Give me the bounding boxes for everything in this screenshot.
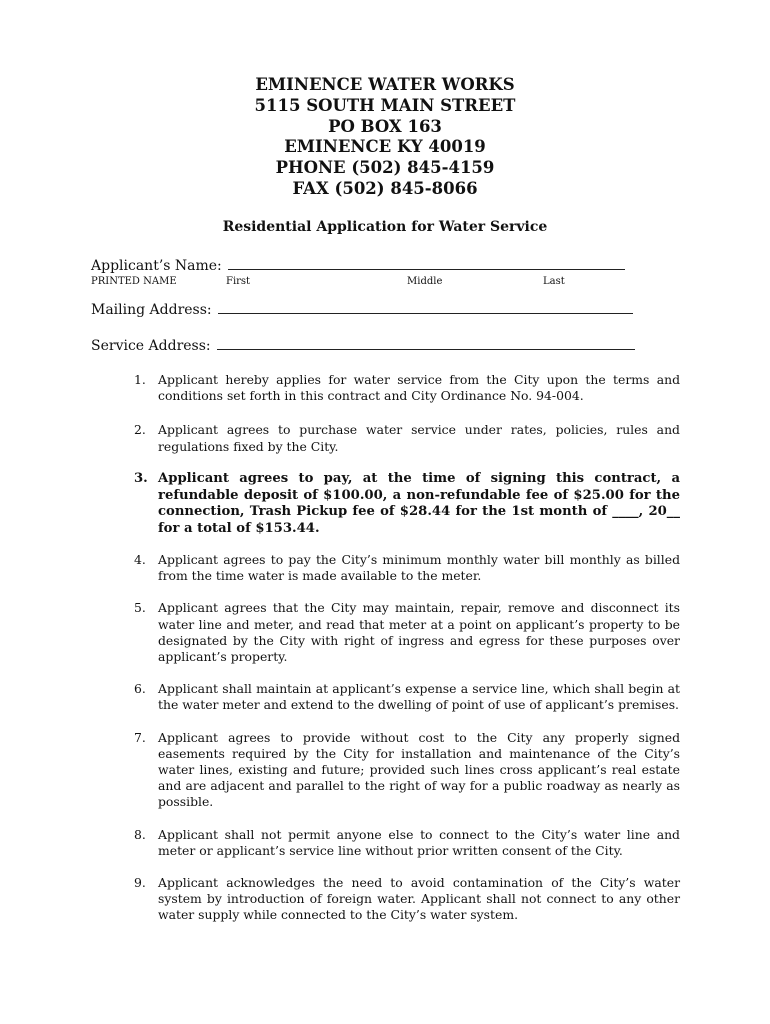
item-number: 7. (134, 729, 146, 745)
applicant-name-blank[interactable] (228, 257, 625, 270)
first-name-label: First (226, 276, 251, 287)
item-text: Applicant shall maintain at applicant’s expense a service line, which shall begin at the water meter and extend to the dwelling of point of use of applicant’s premises. (158, 681, 680, 713)
phone-number: PHONE (502) 845-4159 (275, 158, 495, 178)
name-sublabels (91, 276, 651, 290)
item-text: Applicant agrees to provide without cost to the City any properly signed easements required by the City for installation and maintenance of the City’s water lines, existing and future; provided such lines cross applicant’s real estate and are adjacent and parallel to the right of way for a public roadway as nearly as possible. (158, 729, 680, 810)
item-text: Applicant hereby applies for water service from the City upon the terms and conditions set forth in this contract and City Ordinance No. 94-004. (158, 372, 680, 404)
list-item (134, 422, 680, 454)
item-number: 9. (134, 875, 146, 891)
item-number: 3. (134, 470, 148, 486)
item-number: 1. (134, 372, 146, 387)
fax-number: FAX (502) 845-8066 (292, 178, 478, 198)
list-item (134, 552, 680, 584)
item-number: 2. (134, 422, 146, 438)
item-number: 5. (134, 600, 146, 616)
po-box: PO BOX 163 (328, 116, 442, 136)
item-text: Applicant agrees to pay the City’s minimum monthly water bill monthly as billed from the time water is made available to the meter. (158, 552, 680, 584)
item-number: 8. (134, 826, 146, 842)
list-item (134, 730, 680, 811)
list-item (134, 827, 680, 859)
terms-list (134, 372, 680, 924)
city-state-zip: EMINENCE KY 40019 (284, 137, 486, 157)
item-number: 6. (134, 681, 146, 697)
service-address-label: Service Address: (91, 338, 211, 354)
mailing-address-blank[interactable] (218, 301, 633, 314)
item-text: Applicant shall not permit anyone else to connect to the City’s water line and meter or applicant’s service line without prior written consent of the City. (158, 826, 680, 858)
service-address-blank[interactable] (217, 337, 635, 350)
street-address: 5115 SOUTH MAIN STREET (254, 95, 516, 115)
mailing-address-field (91, 301, 633, 318)
item-text: Applicant acknowledges the need to avoid contamination of the City’s water system by introduction of foreign water. Applicant shall not connect to any other water supply while connected to the City’s water system. (158, 875, 680, 923)
service-address-field (91, 337, 635, 354)
item-text: Applicant agrees to purchase water service under rates, policies, rules and regulations fixed by the City. (158, 422, 680, 454)
mailing-address-label: Mailing Address: (91, 302, 212, 318)
printed-name-label: PRINTED NAME (91, 276, 177, 287)
item-number: 4. (134, 552, 146, 567)
last-name-label: Last (543, 276, 565, 287)
applicant-name-field (91, 257, 625, 274)
item-text: Applicant agrees to pay, at the time of signing this contract, a refundable deposit of $100.00, a non-refundable fee of $25.00 for the connection, Trash Pickup fee of $28.44 for the 1st month of ____, 20__ for a total of $153.44. (158, 470, 680, 537)
company-name: EMINENCE WATER WORKS (255, 75, 515, 94)
list-item-fees (134, 471, 680, 538)
list-item (134, 372, 680, 404)
document-title: Residential Application for Water Service (222, 219, 548, 235)
list-item (134, 875, 680, 924)
list-item (134, 600, 680, 665)
applicant-name-label: Applicant’s Name: (91, 258, 222, 274)
list-item (134, 681, 680, 713)
item-text: Applicant agrees that the City may maintain, repair, remove and disconnect its water line and meter, and read that meter at a point on applicant’s property to be designated by the City with right of ingress and egress for these purposes over applicant’s property. (158, 600, 680, 665)
middle-name-label: Middle (407, 276, 443, 287)
letterhead (0, 75, 770, 200)
